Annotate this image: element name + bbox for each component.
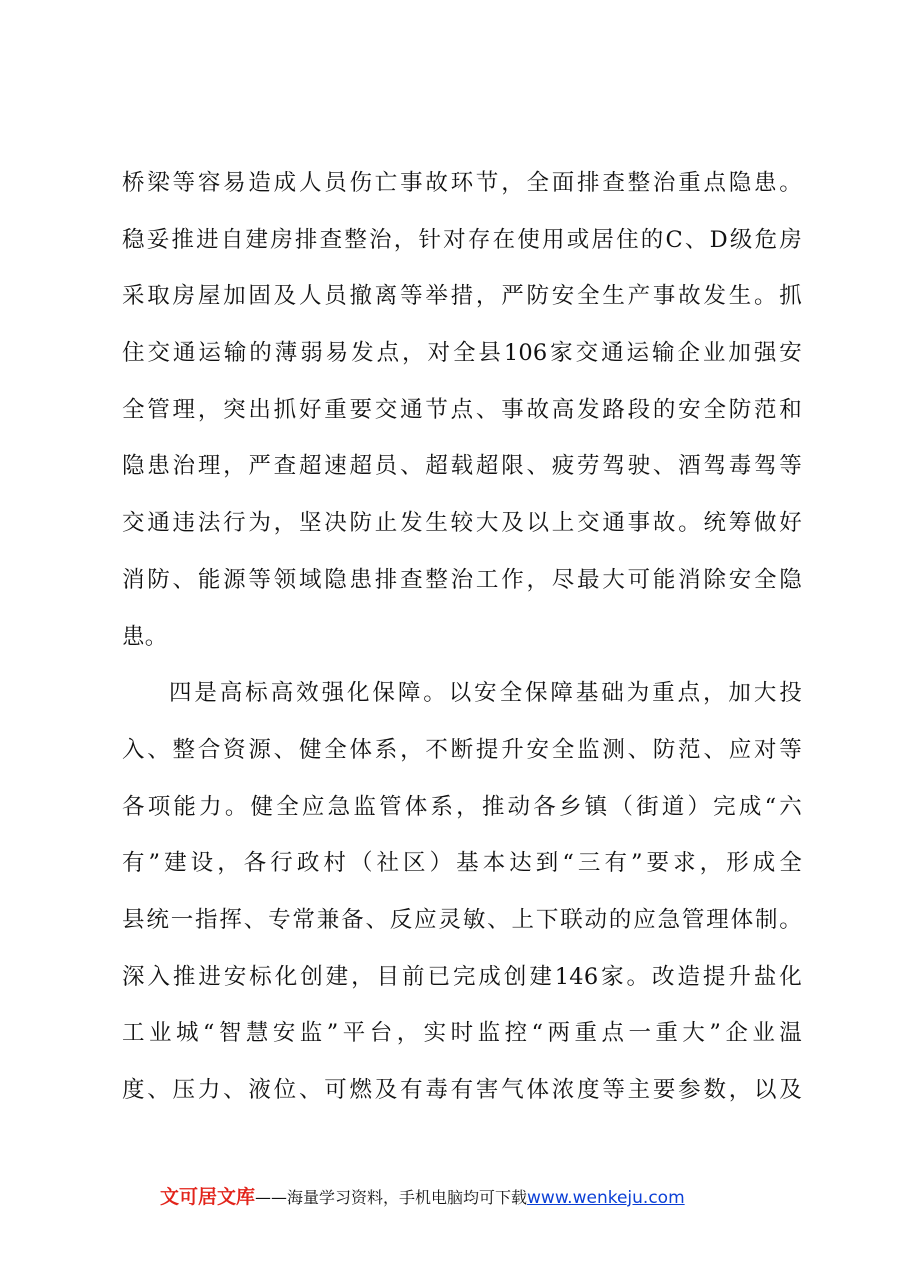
text-line: 交通违法行为，坚决防止发生较大及以上交通事故。统筹做好 [122,510,802,537]
footer-brand: 文可居文库 [160,1186,256,1208]
footer-website-link[interactable]: www.wenkeju.com [527,1188,685,1208]
text-line: 度、压力、液位、可燃及有毒有害气体浓度等主要参数，以及 [122,1077,802,1103]
text-line: 患。 [122,623,168,650]
text-line: 住交通运输的薄弱易发点，对全县106家交通运输企业加强安 [122,340,802,367]
text-line: 工业城“智慧安监”平台，实时监控“两重点一重大”企业温 [122,1020,802,1047]
document-body [122,155,802,1119]
text-line: 隐患治理，严查超速超员、超载超限、疲劳驾驶、酒驾毒驾等 [122,453,802,480]
paragraph-2 [122,665,802,1119]
text-line: 采取房屋加固及人员撤离等举措，严防安全生产事故发生。抓 [122,283,802,310]
text-line: 各项能力。健全应急监管体系，推动各乡镇（街道）完成“六 [122,793,802,820]
footer-slogan: 海量学习资料，手机电脑均可下载 [287,1188,528,1207]
text-line: 稳妥推进自建房排查整治，针对存在使用或居住的C、D级危房 [122,226,802,253]
text-line: 桥梁等容易造成人员伤亡事故环节，全面排查整治重点隐患。 [122,170,802,196]
text-line: 深入推进安标化创建，目前已完成创建146家。改造提升盐化 [122,963,802,990]
text-line: 入、整合资源、健全体系，不断提升安全监测、防范、应对等 [122,736,802,763]
paragraph-1 [122,155,802,665]
text-line: 县统一指挥、专常兼备、反应灵敏、上下联动的应急管理体制。 [122,906,802,933]
text-line: 有”建设，各行政村（社区）基本达到“三有”要求，形成全 [122,850,802,877]
page-footer [160,1183,800,1211]
text-line: 消防、能源等领域隐患排查整治工作，尽最大可能消除安全隐 [122,566,802,593]
text-line: 四是高标高效强化保障。以安全保障基础为重点，加大投 [169,680,802,707]
text-line: 全管理，突出抓好重要交通节点、事故高发路段的安全防范和 [122,396,802,423]
footer-dash: —— [255,1188,288,1207]
